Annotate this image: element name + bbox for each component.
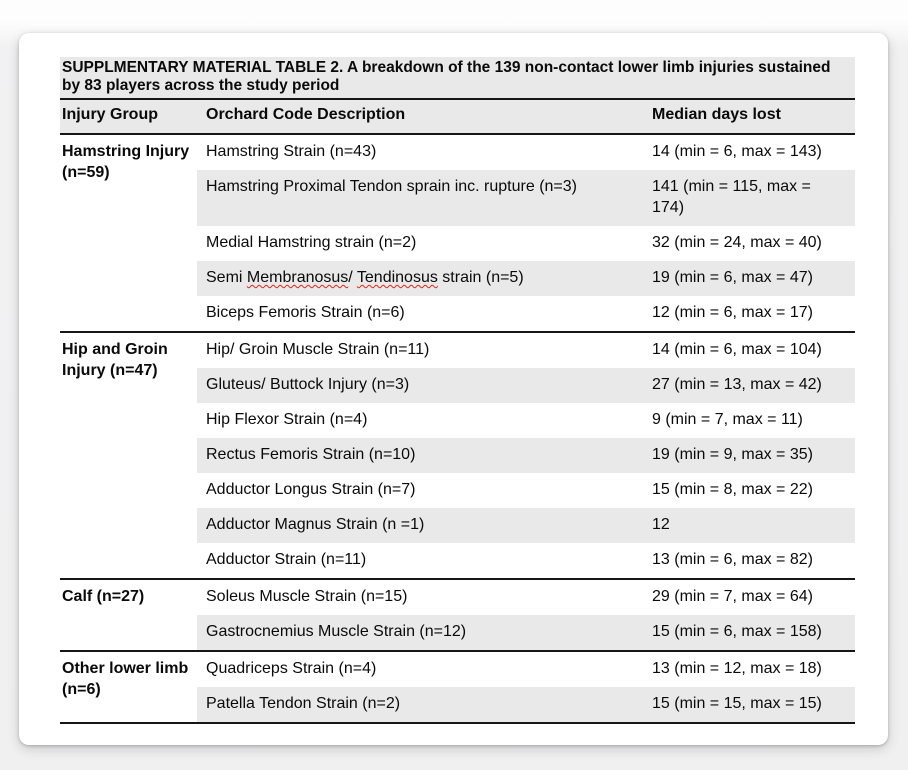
- injury-group-cell: Hip and Groin Injury (n=47): [60, 332, 197, 579]
- orchard-code-cell: Hip/ Groin Muscle Strain (n=11): [197, 332, 645, 368]
- injury-group-cell: Calf (n=27): [60, 579, 197, 651]
- misspelled-word: Membranosus: [246, 269, 349, 286]
- orchard-code-cell: Hamstring Strain (n=43): [197, 134, 645, 170]
- median-days-cell: 27 (min = 13, max = 42): [645, 368, 855, 403]
- median-days-cell: 15 (min = 8, max = 22): [652, 481, 813, 498]
- orchard-code-cell: Semi Membranosus/ Tendinosus strain (n=5): [197, 261, 645, 296]
- injury-table: [60, 57, 855, 724]
- table-container: [60, 57, 855, 724]
- injury-group-cell: Other lower limb (n=6): [60, 651, 197, 723]
- median-days-cell: 32 (min = 24, max = 40): [652, 234, 822, 251]
- orchard-code-cell: Adductor Longus Strain (n=7): [206, 481, 416, 498]
- median-days-cell: 29 (min = 7, max = 64): [645, 579, 855, 615]
- median-days-cell: 14 (min = 6, max = 143): [645, 134, 855, 170]
- injury-group-cell: Hamstring Injury (n=59): [60, 134, 197, 332]
- median-days-cell: 13 (min = 12, max = 18): [645, 651, 855, 687]
- table-header-row: [60, 99, 855, 134]
- table-row: [60, 332, 855, 368]
- orchard-code-cell: Gastrocnemius Muscle Strain (n=12): [197, 615, 645, 651]
- orchard-code-cell: Soleus Muscle Strain (n=15): [197, 579, 645, 615]
- orchard-code-cell: Hamstring Proximal Tendon sprain inc. rupture (n=3): [197, 170, 645, 226]
- table-title: SUPPLMENTARY MATERIAL TABLE 2. A breakdown of the 139 non-contact lower limb injuries sustained by 83 players across the study period: [60, 57, 855, 99]
- orchard-code-cell: Gluteus/ Buttock Injury (n=3): [197, 368, 645, 403]
- table-row: [60, 651, 855, 687]
- table-row: [60, 579, 855, 615]
- document-page: [19, 33, 888, 745]
- orchard-code-cell: Hip Flexor Strain (n=4): [206, 411, 368, 428]
- median-days-cell: 19 (min = 6, max = 47): [645, 261, 855, 296]
- table-row: [60, 134, 855, 170]
- column-header-orchard-code-description: Orchard Code Description: [197, 99, 645, 134]
- median-days-cell: 12: [645, 508, 855, 543]
- orchard-code-cell: Patella Tendon Strain (n=2): [197, 687, 645, 723]
- median-days-cell: 19 (min = 9, max = 35): [645, 438, 855, 473]
- median-days-cell: 15 (min = 15, max = 15): [645, 687, 855, 723]
- orchard-code-cell: Rectus Femoris Strain (n=10): [197, 438, 645, 473]
- misspelled-word: Tendinosus: [356, 269, 438, 286]
- median-days-cell: 9 (min = 7, max = 11): [652, 411, 803, 428]
- column-header-median-days-lost: Median days lost: [645, 99, 855, 134]
- orchard-code-cell: Adductor Strain (n=11): [206, 551, 367, 568]
- median-days-cell: 15 (min = 6, max = 158): [645, 615, 855, 651]
- column-header-injury-group: Injury Group: [60, 99, 197, 134]
- median-days-cell: 12 (min = 6, max = 17): [652, 304, 813, 321]
- median-days-cell: 13 (min = 6, max = 82): [652, 551, 813, 568]
- orchard-code-cell: Biceps Femoris Strain (n=6): [206, 304, 405, 321]
- table-title-row: [60, 57, 855, 99]
- median-days-cell: 141 (min = 115, max = 174): [645, 170, 855, 226]
- median-days-cell: 14 (min = 6, max = 104): [645, 332, 855, 368]
- orchard-code-cell: Adductor Magnus Strain (n =1): [197, 508, 645, 543]
- orchard-code-cell: Quadriceps Strain (n=4): [197, 651, 645, 687]
- orchard-code-cell: Medial Hamstring strain (n=2): [206, 234, 417, 251]
